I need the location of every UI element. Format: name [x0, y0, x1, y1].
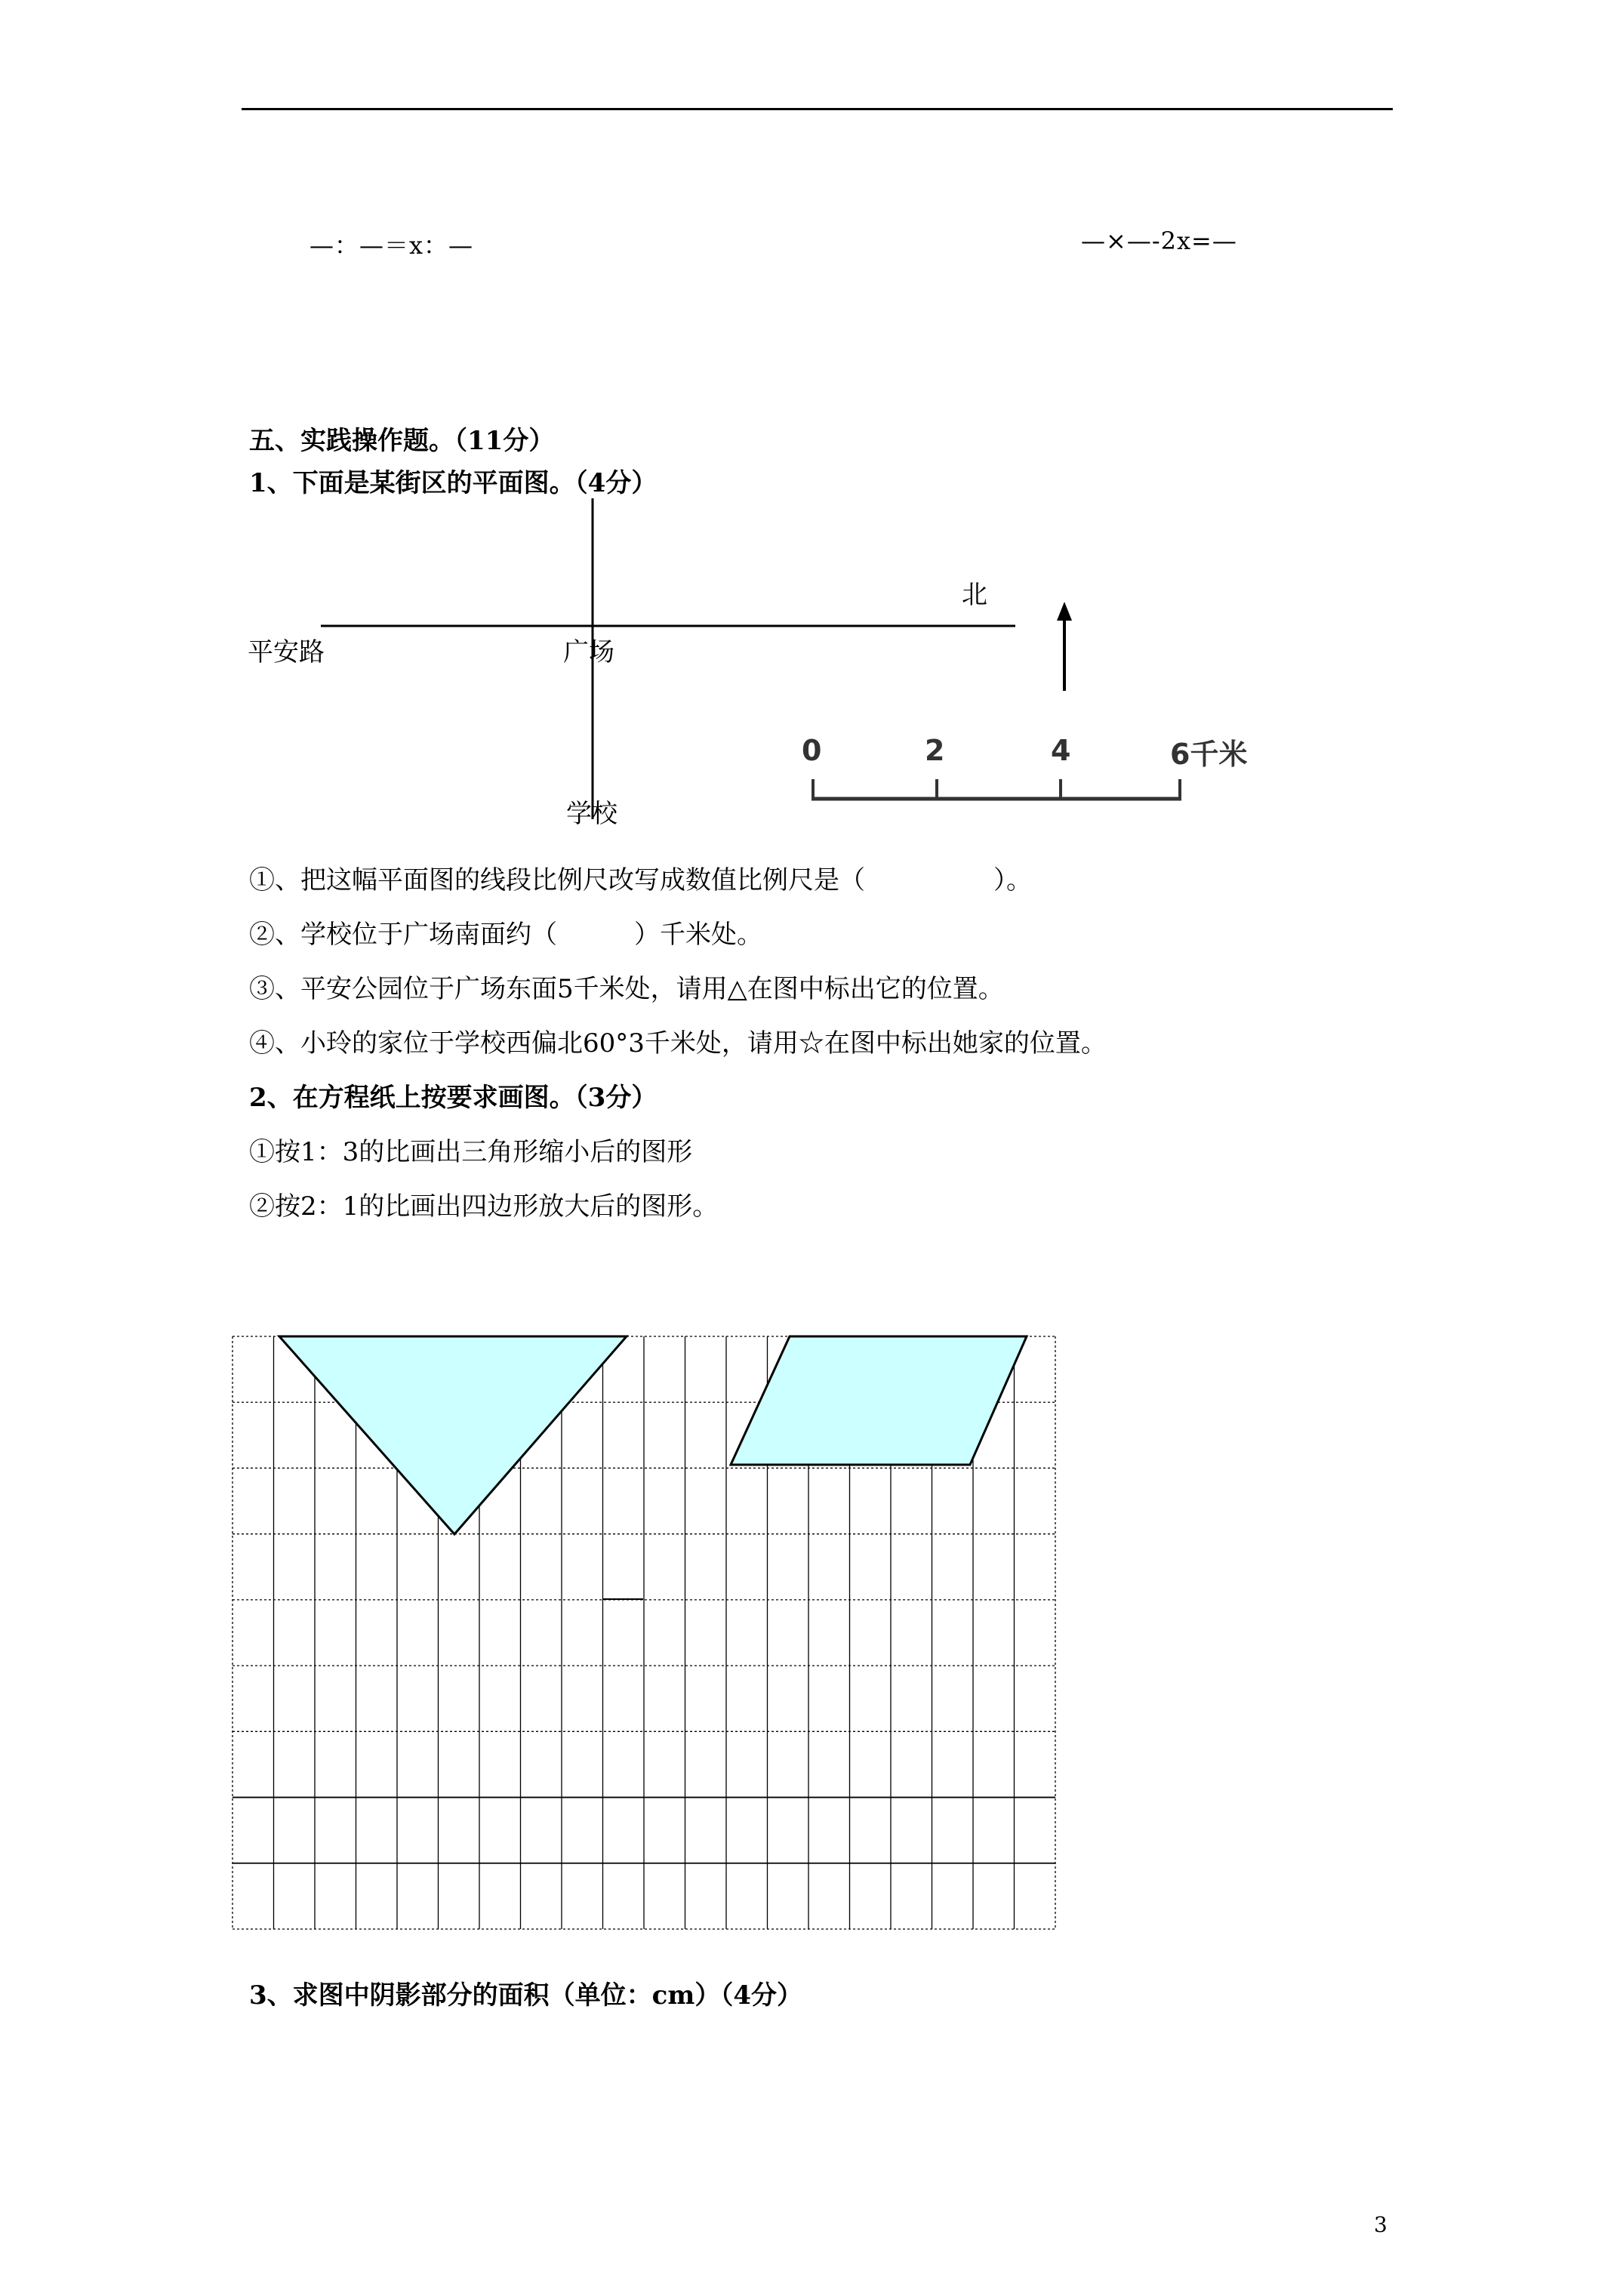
question-2-item-1: ①按1：3的比画出三角形缩小后的图形: [249, 1137, 693, 1167]
parallelogram-shape: [731, 1336, 1027, 1465]
question-1-item-3: ③、平安公园位于广场东面5千米处，请用△在图中标出它的位置。: [249, 974, 1004, 1004]
equation-left: —：—＝x：—: [310, 231, 474, 260]
square-label: 广场: [563, 637, 614, 667]
question-1-item-2: ②、学校位于广场南面约（ ）千米处。: [249, 920, 762, 950]
question-1-item-1: ①、把这幅平面图的线段比例尺改写成数值比例尺是（ ）。: [249, 865, 1032, 895]
school-label: 学校: [566, 799, 617, 829]
page-number: 3: [1374, 2212, 1387, 2237]
scale-label-2: 2: [925, 734, 945, 767]
question-1-title: 1、下面是某街区的平面图。（4分）: [249, 468, 658, 498]
question-2-item-2: ②按2：1的比画出四边形放大后的图形。: [249, 1191, 719, 1222]
question-2-title: 2、在方程纸上按要求画图。（3分）: [249, 1083, 658, 1113]
equation-right: —×—-2x=—: [1081, 227, 1237, 255]
triangle-shape: [279, 1336, 627, 1534]
scale-label-6km: 6千米: [1170, 738, 1248, 771]
question-3-title: 3、求图中阴影部分的面积（单位：cm）（4分）: [249, 1980, 802, 2011]
north-label: 北: [962, 580, 987, 610]
question-1-item-4: ④、小玲的家位于学校西偏北60°3千米处，请用☆在图中标出她家的位置。: [249, 1028, 1107, 1059]
scale-label-0: 0: [802, 734, 822, 767]
road-label: 平安路: [248, 637, 325, 667]
section-title: 五、实践操作题。（11分）: [249, 426, 555, 456]
scale-label-4: 4: [1051, 734, 1071, 767]
